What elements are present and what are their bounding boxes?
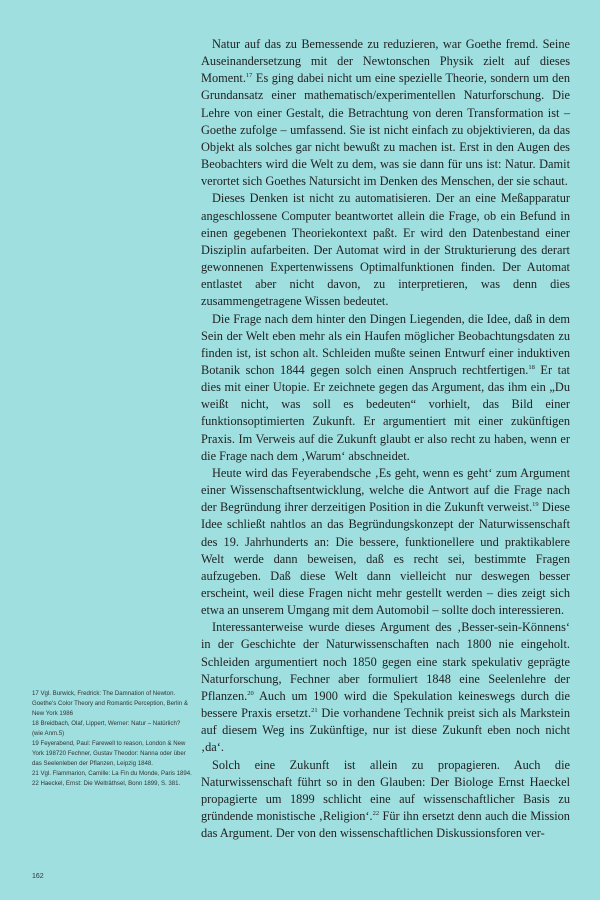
footnote: 21 Vgl. Flammarion, Camille: La Fin du Monde, Paris 1894.	[32, 770, 192, 777]
body-paragraph	[201, 36, 570, 190]
footnote-marker[interactable]: 17	[245, 72, 253, 80]
text-segment: Dieses Denken ist nicht zu automatisieren. Der an eine Meßapparatur angeschlossene Computer beantwortet allein die Frage, ob ein Befund in einen gegebenen Theoriekontext paßt. Er wird den Datenbestand einer Disziplin aufarbeiten. Der Automat wird in der Strukturierung des derart gewonnenen Expertenwissens Optimalfunktionen finden. Der Automat entlastet aber nicht davon, zu interpretieren, was denn dies zusammengetragene Wissen bedeutet.	[201, 191, 570, 309]
text-segment: Heute wird das Feyerabendsche ‚Es geht, wenn es geht‘ zum Argument einer Wissenschaftsentwicklung, welche die Antwort auf die Frage nach der Begründung ihrer derzeitigen Position in die Zukunft verweist.	[201, 465, 570, 515]
text-segment: Auch um 1900 wird die Spekulation keineswegs durch die bessere Praxis ersetzt.	[201, 688, 570, 721]
text-segment: Es ging dabei nicht um eine spezielle Theorie, sondern um den Grundansatz einer mathematisch/experimentellen Naturforschung. Die Lehre von einer Gestalt, die Betrachtung von deren Transformation ist – Goethe zufolge – umfassend. Sie ist nicht einfach zu objektivieren, da das Objekt als solches gar nicht bewußt zu machen ist. Erst in den Augen des Beobachters wird die Welt zu dem, was sie dann für uns ist: Natur. Damit verortet sich Goethes Natursicht im Denken des Menschen, der sie schaut.	[201, 71, 570, 189]
text-segment: Die Frage nach dem hinter den Dingen Liegenden, die Idee, daß in dem Sein der Welt eben mehr als ein Haufen möglicher Beobachtungsdaten zu finden ist, ist schon alt. Schleiden mußte seinen Entwurf einer induktiven Botanik schon 1844 gegen solch einen Anspruch rechtfertigen.	[201, 311, 570, 377]
text-segment: Solch eine Zukunft ist allein zu propagieren. Auch die Naturwissenschaft führt so in den Glauben: Der Biologe Ernst Haeckel propagierte um 1899 schlicht eine auf wissenschaftlicher Basis zu gründende monistische ‚Religion‘.	[201, 757, 570, 824]
body-paragraph	[201, 190, 570, 310]
text-segment: Diese Idee schließt nahtlos an das Begründungskonzept der Naturwissenschaft des 19. Jahrhunderts an: Die bessere, funktionellere und praktikablere Welt werde dann beweisen, daß es recht sei, bestimmte Fragen aufzugeben. Daß diese Welt dann vielleicht nur deswegen besser erscheint, weil diese Fragen nicht mehr gestellt werden – dies zeigt sich etwa an unserem Umgang mit dem Automobil – sollte doch interessieren.	[201, 500, 570, 618]
text-segment: Er tat dies mit einer Utopie. Er zeichnete gegen das Argument, das ihm ein „Du weißt nicht, was soll es bedeuten“ vorhielt, das Bild einer funktionsoptimierten Zukunft. Er argumentiert mit einer zukünftigen Praxis. Im Verweis auf die Zukunft glaubt er also recht zu haben, wenn er die Frage nach dem ‚Warum‘ abschneidet.	[201, 362, 570, 463]
footnote-marker[interactable]: 18	[528, 363, 535, 371]
footnote: 17 Vgl. Burwick, Fredrick: The Damnation of Newton. Goethe’s Color Theory and Romantic Perception, Berlin & New York 1986	[32, 690, 188, 717]
page-number: 162	[32, 873, 44, 880]
body-paragraph	[201, 311, 570, 465]
footnote-marker[interactable]: 22	[372, 810, 380, 818]
text-segment: Natur auf das zu Bemessende zu reduzieren, war Goethe fremd. Seine Auseinandersetzung mit der Newtonschen Physik zielt auf dieses Moment.	[201, 37, 570, 86]
text-segment: Interessanterweise wurde dieses Argument des ‚Besser-sein-Könnens‘ in der Geschichte der Naturwissenschaften nach 1800 nie eingeholt. Schleiden argumentiert noch 1850 gegen eine stark spekulativ geprägte Naturforschung, Fechner aber formuliert 1848 eine Seelenlehre der Pflanzen.	[201, 620, 570, 703]
footnote: 22 Haeckel, Ernst: Die Welträthsel, Bonn 1899, S. 381.	[32, 780, 181, 787]
footnote-marker[interactable]: 19	[532, 501, 539, 509]
footnote: 19 Feyerabend, Paul: Farewell to reason, London & New York 198720 Fechner, Gustav Theodor: Nanna oder über das Seelenleben der Pflanzen, Leipzig 1848.	[32, 740, 186, 767]
body-paragraph	[201, 757, 570, 843]
footnotes	[32, 689, 192, 789]
text-segment: Die vorhandene Technik preist sich als Markstein auf diesem Weg ins Zukünftige, nur ist diese Zukunft eben noch nicht ‚da‘.	[201, 706, 570, 755]
text-segment: Für ihn ersetzt denn auch die Mission das Argument. Der von den wissenschaftlichen Diskussionsforen ver-	[201, 809, 570, 841]
body-paragraph	[201, 619, 570, 756]
footnote-marker[interactable]: 20	[247, 689, 254, 697]
footnote: 18 Breidbach, Olaf, Lippert, Werner: Natur – Natürlich? (wie Anm.5)	[32, 720, 181, 737]
footnote-marker[interactable]: 21	[311, 707, 318, 715]
body-paragraph	[201, 465, 570, 619]
main-text	[201, 36, 570, 842]
